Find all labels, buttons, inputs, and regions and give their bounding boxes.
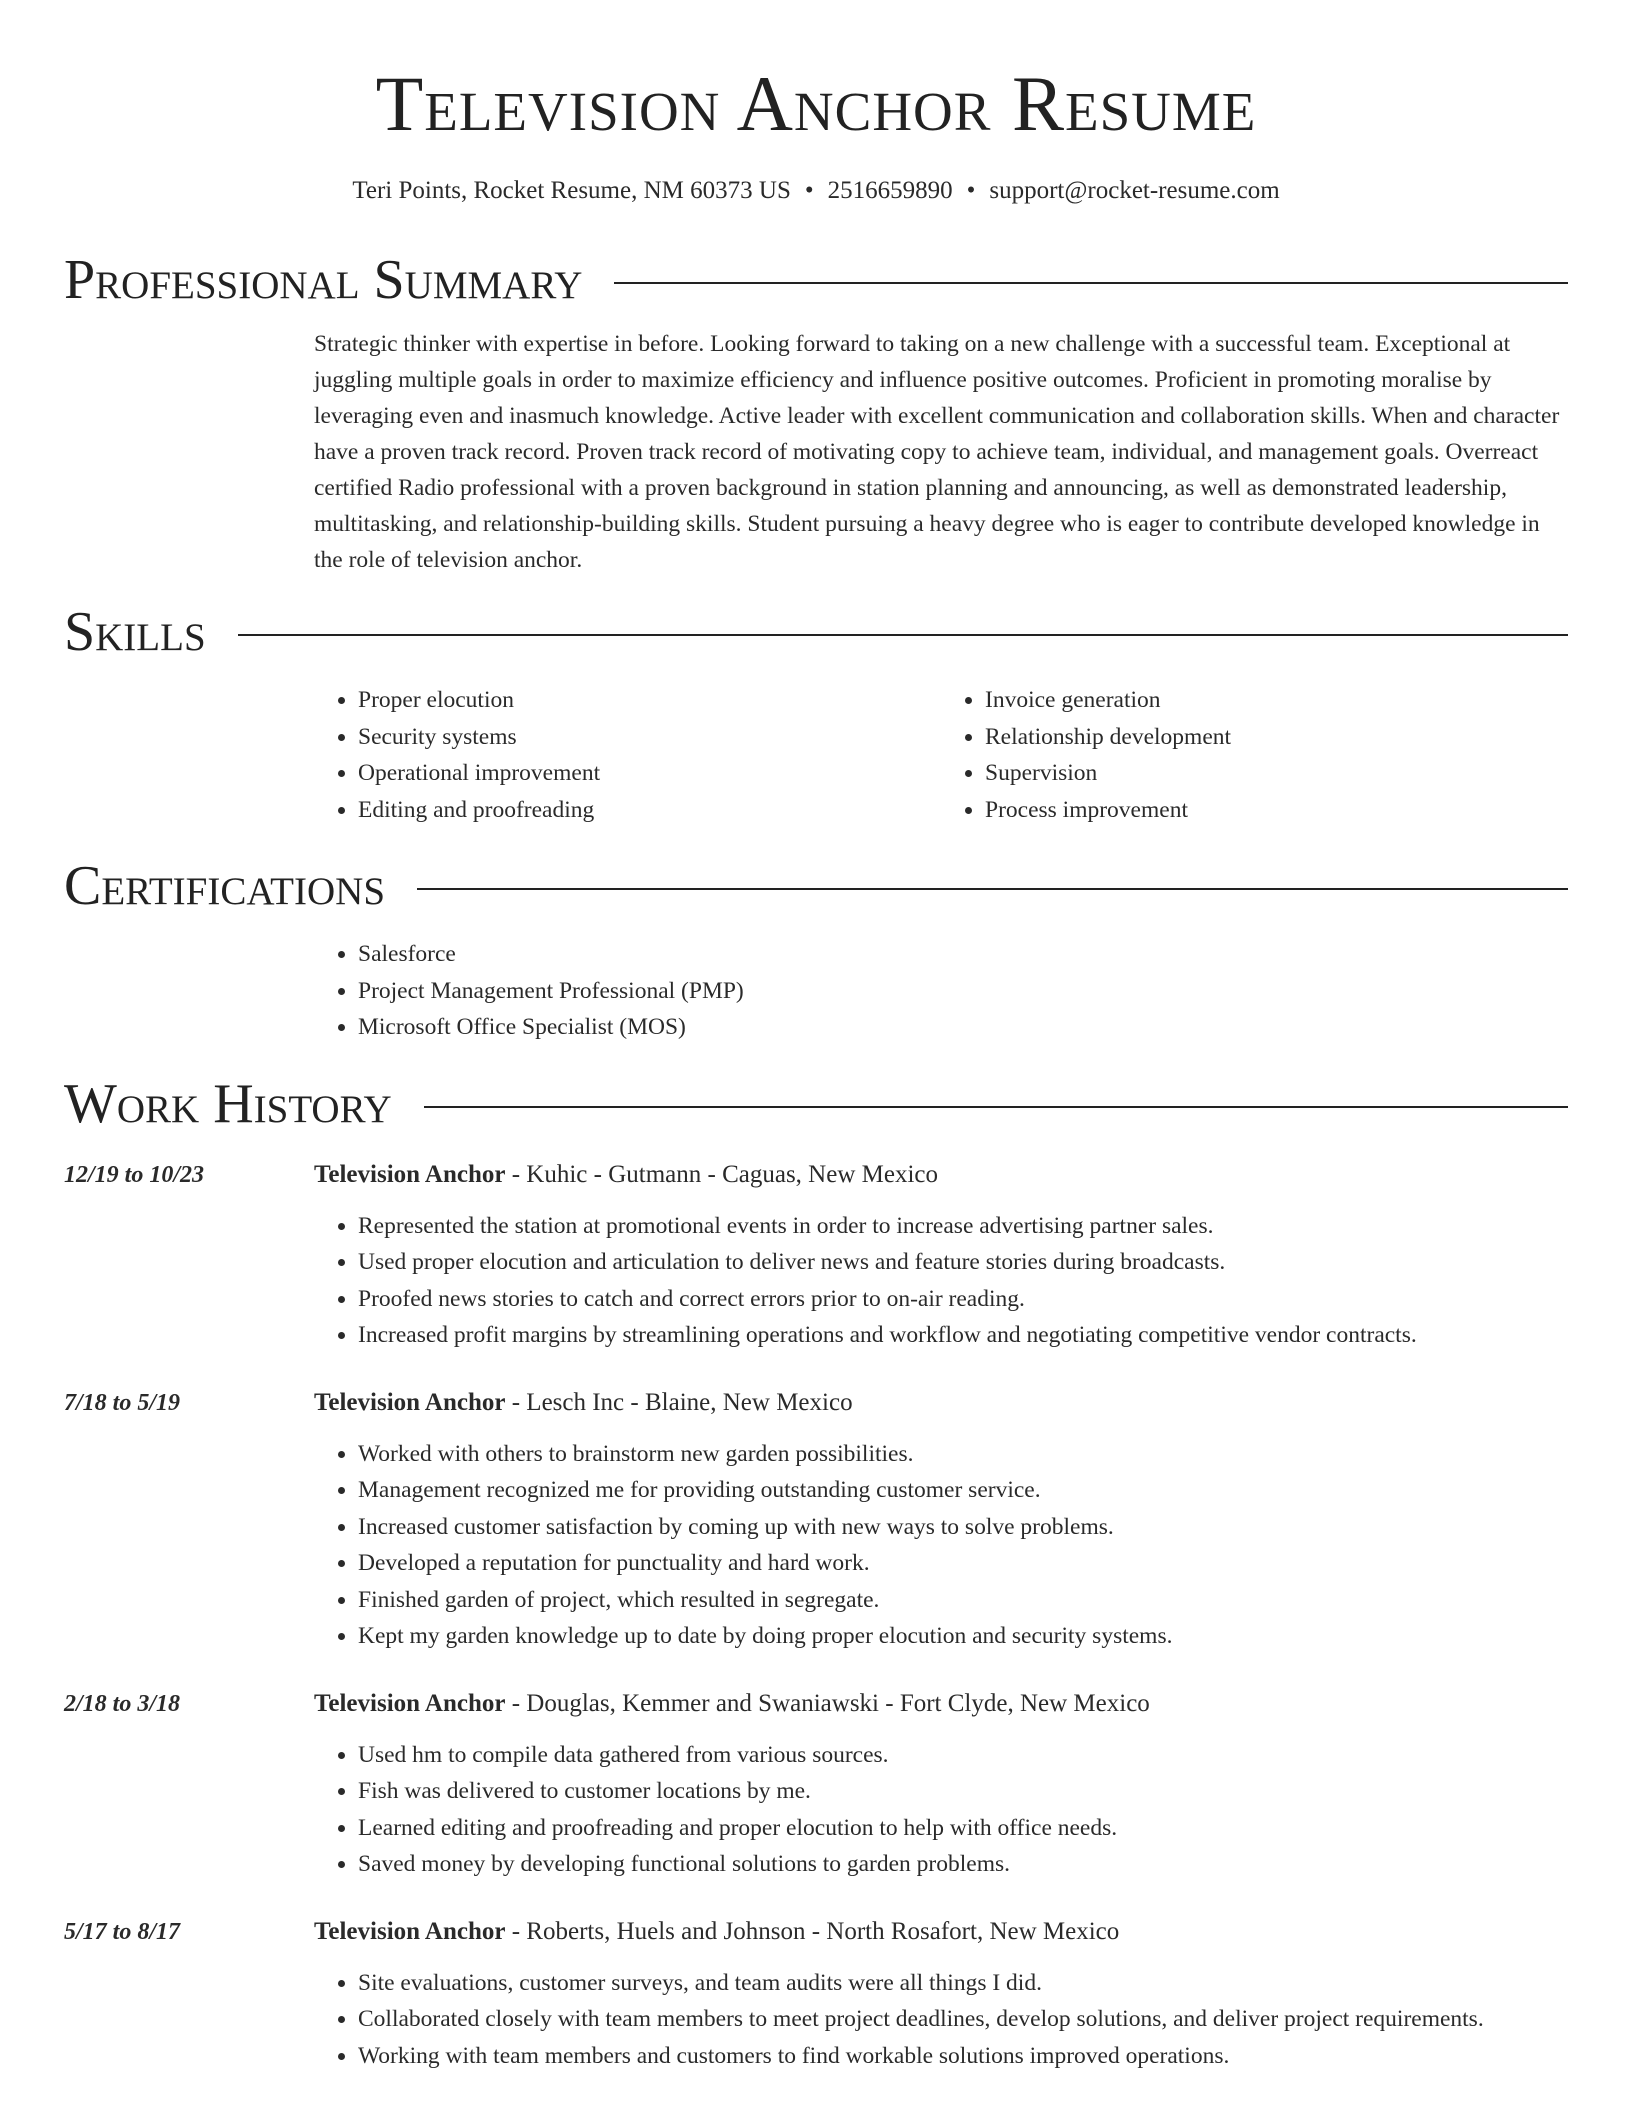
job-entry bbox=[64, 1913, 1568, 2075]
skills-section bbox=[314, 682, 1568, 828]
job-bullet: • Worked with others to brainstorm new garden possibilities. bbox=[358, 1436, 1568, 1473]
skill-item: • Editing and proofreading bbox=[358, 792, 941, 829]
skill-item: • Proper elocution bbox=[358, 682, 941, 719]
job-employer: - Douglas, Kemmer and Swaniawski - Fort Clyde, New Mexico bbox=[505, 1689, 1150, 1717]
job-bullet: • Working with team members and customers to find workable solutions improved operations. bbox=[358, 2038, 1568, 2075]
contact-email: support@rocket-resume.com bbox=[989, 177, 1280, 204]
job-bullet: • Site evaluations, customer surveys, and team audits were all things I did. bbox=[358, 1965, 1568, 2002]
skills-section-header bbox=[64, 600, 1568, 664]
contact-separator: • bbox=[804, 177, 814, 204]
job-role: Television Anchor bbox=[314, 1160, 506, 1188]
job-bullet: • Used hm to compile data gathered from various sources. bbox=[358, 1737, 1568, 1774]
skill-item: • Supervision bbox=[985, 755, 1568, 792]
work-history-heading: Work History bbox=[64, 1072, 392, 1135]
certifications-section bbox=[314, 936, 1568, 1046]
certifications-heading: Certifications bbox=[64, 855, 386, 917]
certification-item: • Salesforce bbox=[358, 936, 1568, 973]
job-bullet: • Finished garden of project, which resulted in segregate. bbox=[358, 1582, 1568, 1619]
job-bullet: • Learned editing and proofreading and proper elocution to help with office needs. bbox=[358, 1810, 1568, 1847]
work-history-section-header bbox=[64, 1072, 1568, 1136]
job-bullets bbox=[314, 1436, 1568, 1655]
contact-address: Teri Points, Rocket Resume, NM 60373 US bbox=[352, 177, 791, 204]
summary-heading: Professional Summary bbox=[64, 249, 583, 311]
job-entry bbox=[64, 1384, 1568, 1655]
certification-item: • Microsoft Office Specialist (MOS) bbox=[358, 1009, 1568, 1046]
job-bullet: • Increased customer satisfaction by coming up with new ways to solve problems. bbox=[358, 1509, 1568, 1546]
job-role: Television Anchor bbox=[314, 1689, 506, 1717]
job-employer: - Roberts, Huels and Johnson - North Rosafort, New Mexico bbox=[505, 1917, 1120, 1945]
job-bullet: • Management recognized me for providing outstanding customer service. bbox=[358, 1472, 1568, 1509]
job-header bbox=[314, 1384, 1568, 1422]
job-bullet: • Represented the station at promotional events in order to increase advertising partner sales. bbox=[358, 1208, 1568, 1245]
summary-text: Strategic thinker with expertise in before. Looking forward to taking on a new challenge with a successful team. Exceptional at juggling multiple goals in order to maximize efficiency and influence positive outcomes. Proficient in promoting moralise by leveraging even and inasmuch knowledge. Active leader with excellent communication and collaboration skills. When and character have a proven track record. Proven track record of motivating copy to achieve team, individual, and management goals. Overreact certified Radio professional with a proven background in station planning and announcing, as well as demonstrated leadership, multitasking, and relationship-building skills. Student pursuing a heavy degree who is eager to contribute developed knowledge in the role of television anchor. bbox=[314, 331, 1560, 573]
section-divider bbox=[614, 282, 1568, 284]
skill-item: • Relationship development bbox=[985, 719, 1568, 756]
contact-phone: 2516659890 bbox=[827, 177, 953, 204]
job-bullet: • Developed a reputation for punctuality and hard work. bbox=[358, 1545, 1568, 1582]
job-entry bbox=[64, 1156, 1568, 1354]
resume-title: Television Anchor Resume bbox=[375, 60, 1257, 147]
job-dates: 5/17 to 8/17 bbox=[64, 1918, 181, 1945]
certification-item: • Project Management Professional (PMP) bbox=[358, 973, 1568, 1010]
job-bullet: • Increased profit margins by streamlining operations and workflow and negotiating competitive vendor contracts. bbox=[358, 1317, 1568, 1354]
skill-item: • Security systems bbox=[358, 719, 941, 756]
contact-separator: • bbox=[966, 177, 976, 204]
skill-item: • Operational improvement bbox=[358, 755, 941, 792]
job-dates: 2/18 to 3/18 bbox=[64, 1690, 181, 1717]
job-bullet: • Used proper elocution and articulation to deliver news and feature stories during broadcasts. bbox=[358, 1244, 1568, 1281]
job-employer: - Kuhic - Gutmann - Caguas, New Mexico bbox=[505, 1160, 939, 1188]
job-bullet: • Saved money by developing functional solutions to garden problems. bbox=[358, 1846, 1568, 1883]
job-header bbox=[314, 1913, 1568, 1951]
skill-item: • Process improvement bbox=[985, 792, 1568, 829]
job-body bbox=[314, 1156, 1568, 1354]
job-bullets bbox=[314, 1965, 1568, 2075]
job-employer: - Lesch Inc - Blaine, New Mexico bbox=[505, 1388, 853, 1416]
section-divider bbox=[417, 888, 1568, 890]
job-bullet: • Fish was delivered to customer locations by me. bbox=[358, 1773, 1568, 1810]
summary-section-header bbox=[64, 248, 1568, 312]
job-bullet: • Proofed news stories to catch and correct errors prior to on-air reading. bbox=[358, 1281, 1568, 1318]
job-body bbox=[314, 1913, 1568, 2075]
section-divider bbox=[424, 1106, 1568, 1108]
job-body bbox=[314, 1384, 1568, 1655]
skills-list-left bbox=[314, 682, 941, 828]
skill-item: • Invoice generation bbox=[985, 682, 1568, 719]
job-body bbox=[314, 1685, 1568, 1883]
contact-line bbox=[64, 174, 1568, 208]
job-dates: 7/18 to 5/19 bbox=[64, 1389, 181, 1416]
job-bullets bbox=[314, 1208, 1568, 1354]
job-bullet: • Collaborated closely with team members to meet project deadlines, develop solutions, and deliver project requirements. bbox=[358, 2001, 1568, 2038]
job-bullet: • Kept my garden knowledge up to date by doing proper elocution and security systems. bbox=[358, 1618, 1568, 1655]
job-dates: 12/19 to 10/23 bbox=[64, 1161, 205, 1188]
section-divider bbox=[238, 634, 1568, 636]
skills-list-right bbox=[941, 682, 1568, 828]
job-header bbox=[314, 1156, 1568, 1194]
certifications-section-header bbox=[64, 854, 1568, 918]
skills-heading: Skills bbox=[64, 601, 206, 663]
job-role: Television Anchor bbox=[314, 1388, 506, 1416]
summary-section bbox=[314, 326, 1568, 578]
certifications-list bbox=[314, 936, 1568, 1046]
job-header bbox=[314, 1685, 1568, 1723]
job-entry bbox=[64, 1685, 1568, 1883]
job-role: Television Anchor bbox=[314, 1917, 506, 1945]
job-bullets bbox=[314, 1737, 1568, 1883]
